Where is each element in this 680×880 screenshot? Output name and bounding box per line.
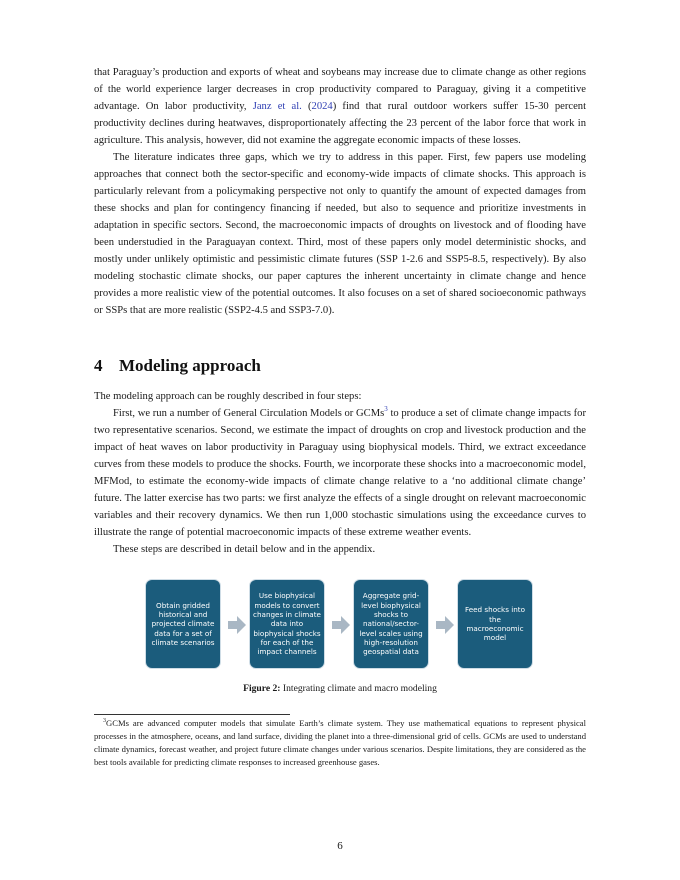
- footnote-mark: 3: [103, 718, 106, 724]
- arrow-right-icon: [332, 616, 350, 634]
- page-number: 6: [337, 840, 343, 852]
- footnote-reference[interactable]: 3: [384, 405, 388, 413]
- paragraph-intro: The modeling approach can be roughly described in four steps:: [94, 391, 362, 402]
- section-title: Modeling approach: [119, 356, 261, 375]
- arrow-right-icon: [228, 616, 246, 634]
- section-heading: [94, 356, 261, 376]
- figure-flowchart: [146, 580, 536, 670]
- paragraph-details: These steps are described in detail below and in the appendix.: [113, 544, 376, 555]
- footnote: [94, 717, 586, 769]
- citation-link-author[interactable]: Janz et al.: [252, 101, 302, 112]
- approach-text: [94, 388, 586, 558]
- flow-step-2: Use biophysical models to convert changes in climate data into biophysical shocks for each of the impact channels: [250, 580, 324, 668]
- caption-text: Integrating climate and macro modeling: [282, 683, 437, 694]
- citation-link-year[interactable]: 2024: [311, 101, 333, 112]
- flow-step-4: Feed shocks into the macroeconomic model: [458, 580, 532, 668]
- flow-step-3: Aggregate grid-level biophysical shocks to national/sector-level scales using high-resolution geospatial data: [354, 580, 428, 668]
- footnote-divider: [94, 714, 290, 715]
- paragraph-literature-gaps: The literature indicates three gaps, which we try to address in this paper. First, few papers use modeling approaches that connect both the sector-specific and economy-wide impacts of climate shocks. This approach is particularly relevant from a policymaking perspective not only to quantify the amount of expected damages from these shocks and plan for contingency financing if needed, but also to sequence and prioritize investments in adaptation in specific sectors. Second, the macroeconomic impacts of droughts on livestock and of flooding have been understudied in the Paraguayan context. Third, most of these papers only model deterministic shocks, and mostly under unlikely optimistic and pessimistic climate futures (SSP 1-2.6 and SSP5-8.5, respectively). By also modeling stochastic climate shocks, our paper captures the inherent uncertainty in climate change and hence provides a more realistic view of the potential outcomes. It also focuses on a set of shared socioeconomic pathways or SSPs that are more realistic (SSP2-4.5 and SSP3-7.0).: [94, 152, 586, 316]
- footnote-text: GCMs are advanced computer models that simulate Earth’s climate system. They use mathematical equations to represent physical processes in the atmosphere, oceans, and land surface, dividing the planet into a three-dimensional grid of cells. GCMs are used to understand climate dynamics, forecast weather, and project future climate changes under various scenarios. Despite limitations, they are considered as the best tools available for predicting climate responses to increased greenhouse gases.: [94, 718, 586, 767]
- paragraph-four-steps: First, we run a number of General Circulation Models or GCMs$^3$ to produce a set of climate change impacts for two representative scenarios. Second, we estimate the impact of droughts on crop and livestock production and the impact of heat waves on labor productivity in Paraguay using biophysical models. Third, we extract exceedance curves from these models to produce the shocks. Fourth, we incorporate these shocks into a macroeconomic model, MFMod, to estimate the economy-wide impacts of climate change relative to a ‘no additional climate change’ future. The latter exercise has two parts: we first analyze the effects of a single drought on relevant macroeconomic variables and their recovery dynamics. We then run 1,000 stochastic simulations using the exceedance curves to illustrate the range of potential macroeconomic impacts of these extreme weather events.: [94, 405, 586, 538]
- flow-step-1: Obtain gridded historical and projected climate data for a set of climate scenarios: [146, 580, 220, 668]
- arrow-right-icon: [436, 616, 454, 634]
- caption-label: Figure 2:: [243, 683, 281, 694]
- figure-caption: [0, 683, 680, 694]
- literature-text: [94, 64, 586, 319]
- paragraph-labor-productivity: that Paraguay’s production and exports of wheat and soybeans may increase due to climate change as other regions of the world experience larger decreases in crop productivity compared to Paraguay, giving it a competitive advantage. On labor productivity, Janz et al. (2024) find that rural outdoor workers suffer 15-30 percent productivity declines during heatwaves, disproportionately affecting the 23 percent of the labor force that work in agriculture. This analysis, however, did not examine the aggregate economic impacts of these losses.: [94, 67, 587, 146]
- section-number: 4: [94, 356, 103, 375]
